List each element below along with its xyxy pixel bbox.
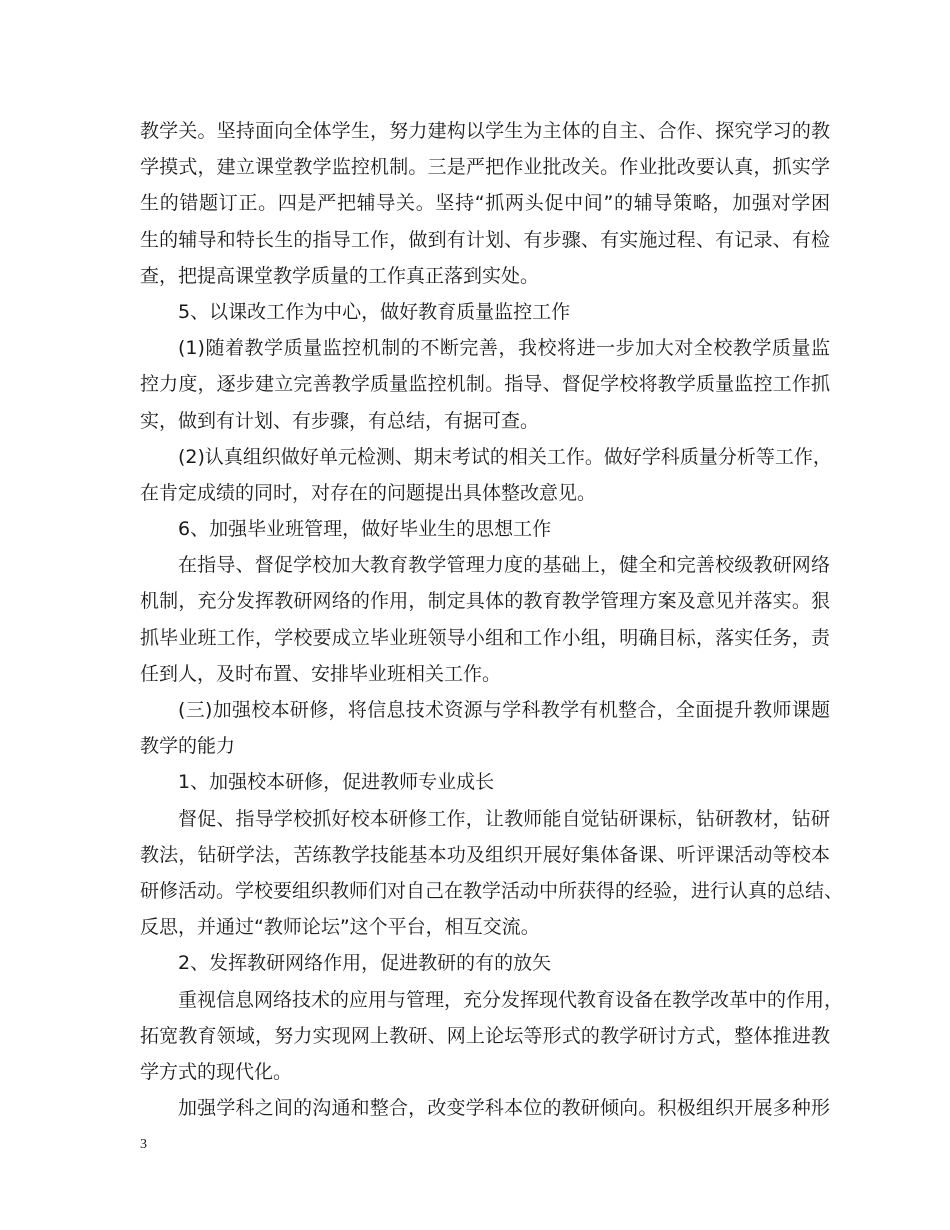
text-line: 学方式的现代化。 — [140, 1060, 293, 1083]
text-line: 反思，并通过“教师论坛”这个平台，相互交流。 — [140, 916, 540, 939]
section-heading: 6、加强毕业班管理，做好毕业生的思想工作 — [178, 518, 552, 541]
text-line: 在指导、督促学校加大教育教学管理力度的基础上，健全和完善校级教研网络 — [178, 554, 830, 577]
text-line: 实，做到有计划、有步骤，有总结，有据可查。 — [140, 409, 540, 432]
text-line: 在肯定成绩的同时，对存在的问题提出具体整改意见。 — [140, 481, 597, 504]
section-heading: 5、以课改工作为中心，做好教育质量监控工作 — [178, 300, 571, 323]
section-heading: (三)加强校本研修，将信息技术资源与学科教学有机整合，全面提升教师课题 — [178, 699, 830, 721]
text-line: 重视信息网络技术的应用与管理，充分发挥现代教育设备在教学改革中的作用， — [178, 988, 844, 1011]
section-heading: 2、发挥教研网络作用，促进教研的有的放矢 — [178, 952, 552, 975]
text-line: 教法，钻研学法，苦练教学技能基本功及组织开展好集体备课、听评课活动等校本 — [140, 843, 830, 866]
text-line: 任到人，及时布置、安排毕业班相关工作。 — [140, 662, 502, 685]
text-line: 研修活动。学校要组织教师们对自己在教学活动中所获得的经验，进行认真的总结、 — [140, 879, 844, 902]
text-line: 督促、指导学校抓好校本研修工作，让教师能自觉钻研课标，钻研教材，钻研 — [178, 807, 830, 830]
section-heading: 1、加强校本研修，促进教师专业成长 — [178, 771, 495, 794]
text-line: 学摸式，建立课堂教学监控机制。三是严把作业批改关。作业批改要认真，抓实学 — [140, 156, 830, 179]
text-line: 生的辅导和特长生的指导工作，做到有计划、有步骤、有实施过程、有记录、有检 — [140, 228, 830, 251]
text-line: (2)认真组织做好单元检测、期末考试的相关工作。做好学科质量分析等工作， — [178, 445, 832, 468]
text-line: 教学关。坚持面向全体学生，努力建构以学生为主体的自主、合作、探究学习的教 — [140, 120, 830, 142]
text-line: 加强学科之间的沟通和整合，改变学科本位的教研倾向。积极组织开展多种形 — [178, 1097, 830, 1120]
text-line: 抓毕业班工作，学校要成立毕业班领导小组和工作小组，明确目标，落实任务，责 — [140, 626, 830, 649]
text-line: 拓宽教育领域，努力实现网上教研、网上论坛等形式的教学研讨方式，整体推进教 — [140, 1024, 830, 1047]
text-line: 机制，充分发挥教研网络的作用，制定具体的教育教学管理方案及意见并落实。狠 — [140, 590, 830, 613]
page-number: 3 — [140, 1137, 147, 1152]
text-line: 控力度，逐步建立完善教学质量监控机制。指导、督促学校将教学质量监控工作抓 — [140, 373, 830, 396]
text-line: 查，把提高课堂教学质量的工作真正落到实处。 — [140, 264, 540, 287]
section-heading: 教学的能力 — [140, 735, 236, 758]
document-body — [140, 113, 844, 1126]
text-line: 生的错题订正。四是严把辅导关。坚持“抓两头促中间”的辅导策略，加强对学困 — [140, 192, 830, 215]
text-line: (1)随着教学质量监控机制的不断完善，我校将进一步加大对全校教学质量监 — [178, 337, 830, 360]
